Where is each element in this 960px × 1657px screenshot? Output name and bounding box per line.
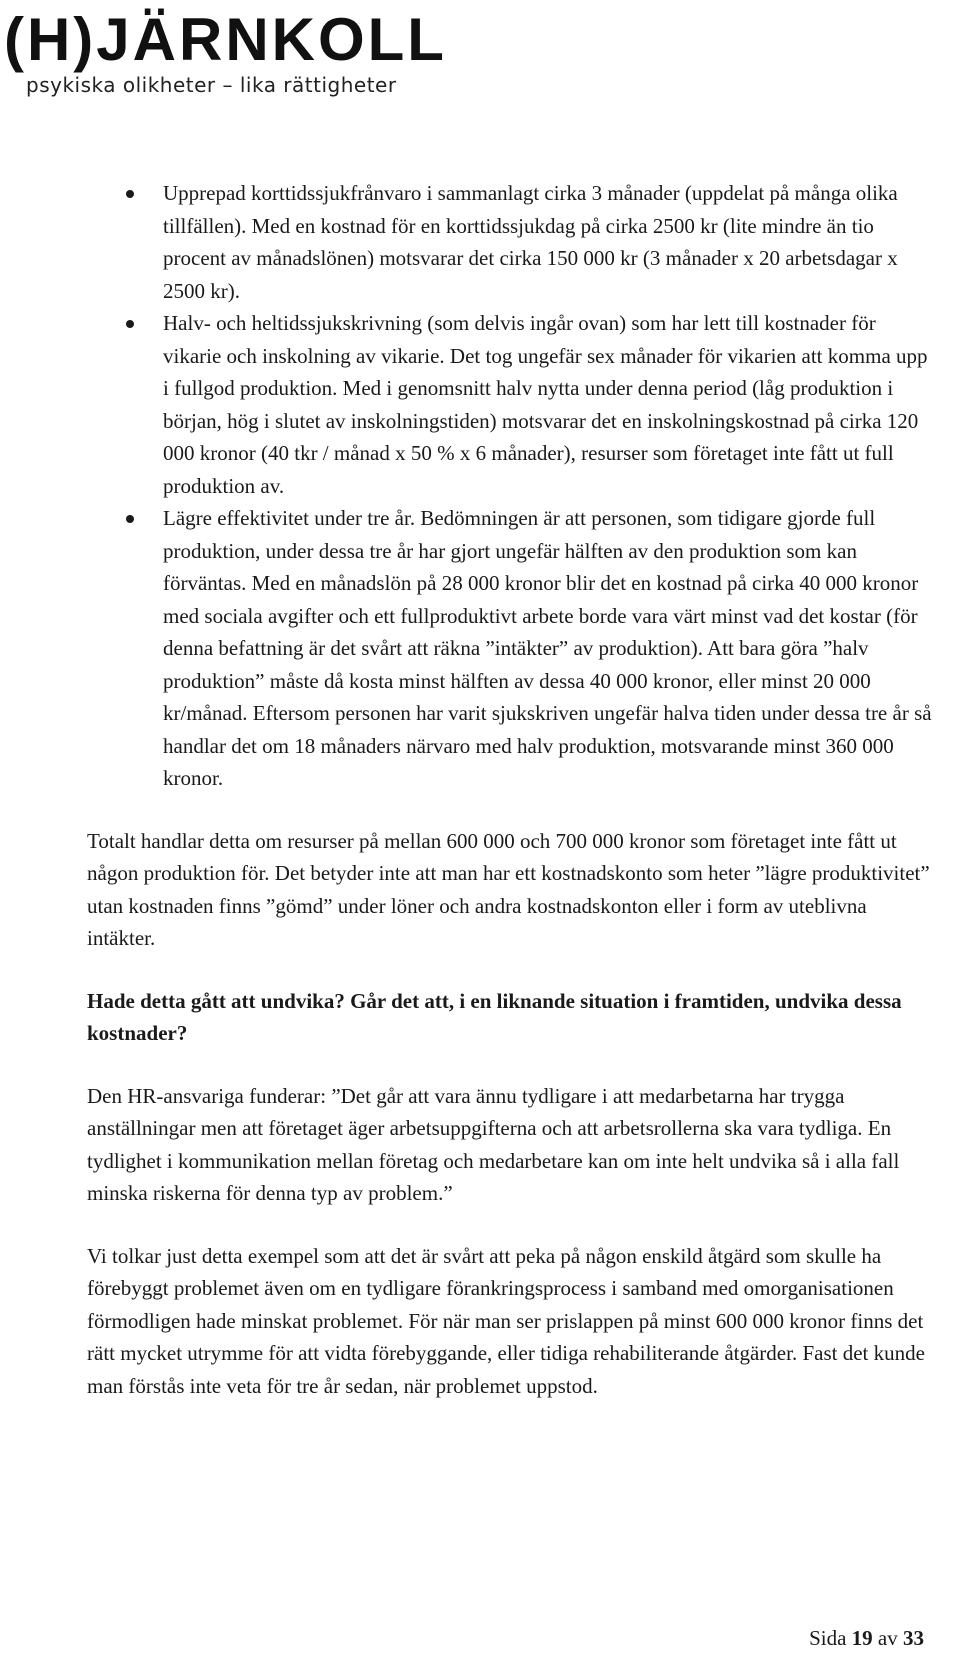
cost-bullet-list (87, 177, 937, 795)
list-item-text: Lägre effektivitet under tre år. Bedömningen är att personen, som tidigare gjorde full produktion, under dessa tre år har gjort ungefär hälften av den produktion som kan förväntas. Med en månadslön på 28 000 kronor blir det en kostnad på cirka 40 000 kronor med sociala avgifter och ett fullproduktivt arbete borde vara värt minst vad det kostar (för denna befattning är det svårt att räkna ”intäkter” av produktion). Att bara göra ”halv produktion” måste då kosta minst hälften av dessa 40 000 kronor, eller minst 20 000 kr/månad. Eftersom personen har varit sjukskriven ungefär halva tiden under dessa tre år så handlar det om 18 månaders närvaro med halv produktion, motsvarande minst 360 000 kronor. (163, 506, 932, 790)
list-item (163, 502, 937, 795)
page-number-separator: av (877, 1626, 898, 1650)
page-number-prefix: Sida (809, 1626, 847, 1650)
section-heading: Hade detta gått att undvika? Går det att, i en liknande situation i framtiden, undvika dessa kostnader? (87, 988, 902, 1045)
paragraph-total-cost: Totalt handlar detta om resurser på mellan 600 000 och 700 000 kronor som företaget inte fått ut någon produktion för. Det betyder inte att man har ett kostnadskonto som heter ”lägre produktivitet” utan kostnaden finns ”gömd” under löner och andra kostnadskonton eller i form av uteblivna intäkter. (87, 828, 930, 950)
logo-title: (H)JÄRNKOLL (4, 6, 447, 73)
list-item (163, 177, 937, 307)
logo (0, 6, 447, 97)
page-number-current: 19 (851, 1626, 873, 1650)
paragraph-conclusion: Vi tolkar just detta exempel som att det är svårt att peka på någon enskild åtgärd som skulle ha förebyggt problemet även om en tydligare förankringsprocess i samband med omorganisationen förmodligen hade minskat problemet. För när man ser prislappen på minst 600 000 kronor finns det rätt mycket utrymme för att vidta förebyggande, eller tidiga rehabiliterande åtgärder. Fast det kunde man förstås inte veta för tre år sedan, när problemet uppstod. (87, 1243, 925, 1398)
logo-tagline: psykiska olikheter – lika rättigheter (26, 73, 397, 97)
bullet-icon (126, 320, 134, 328)
list-item-text: Halv- och heltidssjukskrivning (som delvis ingår ovan) som har lett till kostnader för vikarie och inskolning av vikarie. Det tog ungefär sex månader för vikarien att komma upp i fullgod produktion. Med i genomsnitt halv nytta under denna period (låg produktion i början, hög i slutet av inskolningstiden) motsvarar det en inskolningskostnad på cirka 120 000 kronor (40 tkr / månad x 50 % x 6 månader), resurser som företaget inte fått ut full produktion av. (163, 311, 928, 498)
document-body (87, 177, 937, 1402)
page-number-total: 33 (903, 1626, 924, 1650)
page-number (809, 1625, 924, 1651)
list-item-text: Upprepad korttidssjukfrånvaro i sammanlagt cirka 3 månader (uppdelat på många olika tillfällen). Med en kostnad för en korttidssjukdag på cirka 2500 kr (lite mindre än tio procent av månadslönen) motsvarar det cirka 150 000 kr (3 månader x 20 arbetsdagar x 2500 kr). (163, 181, 898, 303)
list-item (163, 307, 937, 502)
paragraph-hr-reflection: Den HR-ansvariga funderar: ”Det går att vara ännu tydligare i att medarbetarna har trygga anställningar men att företaget äger arbetsuppgifterna och att arbetsrollerna ska vara tydliga. En tydlighet i kommunikation mellan företag och medarbetare kan om inte helt undvika så i alla fall minska riskerna för denna typ av problem.” (87, 1083, 900, 1205)
bullet-icon (126, 515, 134, 523)
bullet-icon (126, 190, 134, 198)
